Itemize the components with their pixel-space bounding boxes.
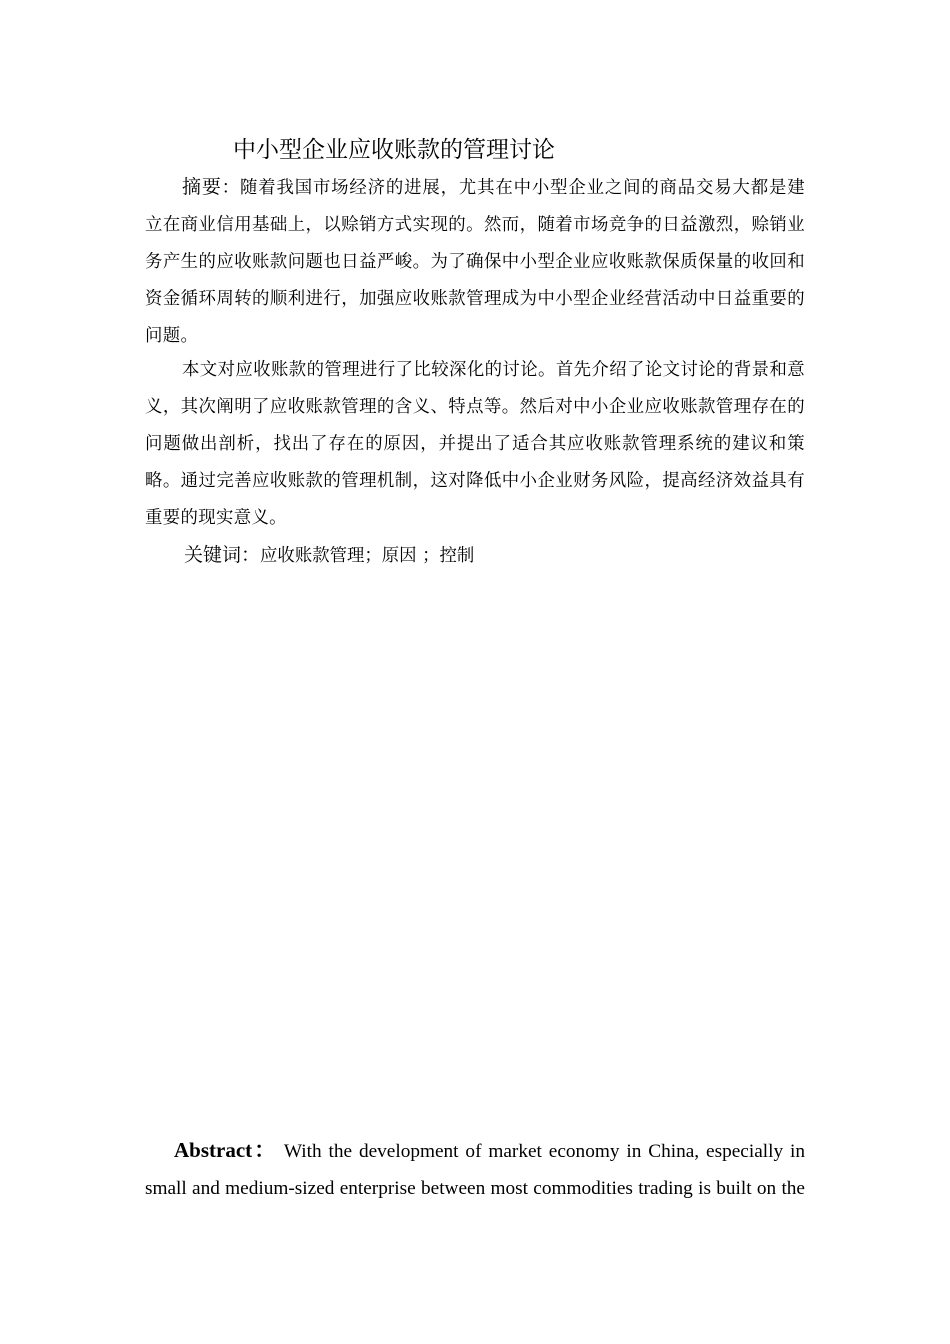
abstract-text-en: With the development of market economy in China, especially in small and medium-sized enterprise between most commodities trading is built on the	[145, 1141, 805, 1199]
abstract-separator-en: ：	[252, 1138, 278, 1162]
abstract-label-en: Abstract	[174, 1138, 253, 1162]
chinese-abstract	[145, 169, 805, 355]
abstract-separator-cn: ：	[221, 178, 240, 198]
english-abstract	[145, 1132, 805, 1207]
keywords-text: 应收账款管理；原因 ；控制	[260, 546, 475, 566]
abstract-text-cn: 随着我国市场经济的进展，尤其在中小型企业之间的商品交易大都是建立在商业信用基础上，以赊销方式实现的。然而，随着市场竞争的日益激烈，赊销业务产生的应收账款问题也日益严峻。为了确保中小型企业应收账款保质保量的收回和资金循环周转的顺利进行，加强应收账款管理成为中小型企业经营活动中日益重要的问题。	[145, 178, 806, 346]
keywords-label: 关键词	[184, 544, 242, 566]
keywords-line	[184, 537, 474, 575]
keywords-separator: ：	[241, 544, 261, 566]
chinese-body-paragraph: 本文对应收账款的管理进行了比较深化的讨论。首先介绍了论文讨论的背景和意义，其次阐明了应收账款管理的含义、特点等。然后对中小企业应收账款管理存在的问题做出剖析，找出了存在的原因，并提出了适合其应收账款管理系统的建议和策略。通过完善应收账款的管理机制，这对降低中小企业财务风险，提高经济效益具有重要的现实意义。	[145, 360, 805, 528]
paper-title: 中小型企业应收账款的管理讨论	[233, 137, 555, 163]
abstract-label-cn: 摘要	[182, 176, 222, 198]
